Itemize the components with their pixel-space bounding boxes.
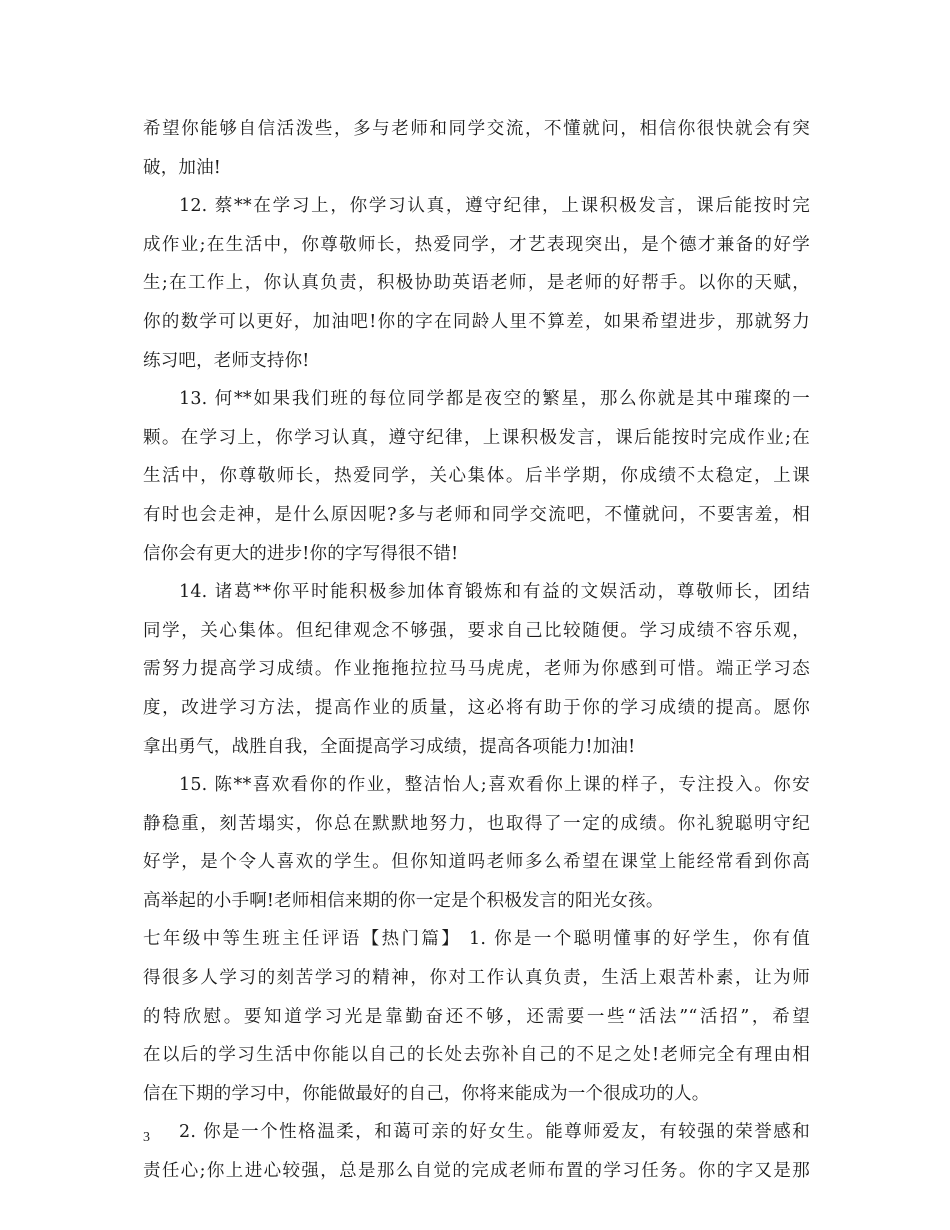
text-line: 14. 诸葛**你平时能积极参加体育锻炼和有益的文娱活动，尊敬师长，团结 bbox=[179, 582, 810, 603]
text-line: 颗。在学习上，你学习认真，遵守纪律，上课积极发言，课后能按时完成作业;在 bbox=[143, 427, 810, 448]
text-line: 破，加油! bbox=[143, 157, 222, 178]
text-line: 在以后的学习生活中你能以自己的长处去弥补自己的不足之处!老师完全有理由相 bbox=[143, 1045, 810, 1066]
text-line: 2. 你是一个性格温柔，和蔼可亲的好女生。能尊师爱友，有较强的荣誉感和 bbox=[179, 1122, 810, 1143]
text-line: 同学，关心集体。但纪律观念不够强，要求自己比较随便。学习成绩不容乐观， bbox=[143, 620, 810, 641]
text-line: 好学，是个令人喜欢的学生。但你知道吗老师多么希望在课堂上能经常看到你高 bbox=[143, 852, 810, 873]
text-line: 15. 陈**喜欢看你的作业，整洁怡人;喜欢看你上课的样子，专注投入。你安 bbox=[179, 775, 810, 796]
text-line: 需努力提高学习成绩。作业拖拖拉拉马马虎虎，老师为你感到可惜。端正学习态 bbox=[143, 659, 810, 680]
text-line: 静稳重，刻苦塌实，你总在默默地努力，也取得了一定的成绩。你礼貌聪明守纪 bbox=[143, 813, 810, 834]
text-line: 的特欣慰。要知道学习光是靠勤奋还不够，还需要一些“活法”“活招”，希望 bbox=[143, 1006, 810, 1027]
text-line: 度，改进学习方法，提高作业的质量，这必将有助于你的学习成绩的提高。愿你 bbox=[143, 697, 810, 718]
text-line: 练习吧，老师支持你! bbox=[143, 350, 310, 371]
text-line: 12. 蔡**在学习上，你学习认真，遵守纪律，上课积极发言，课后能按时完 bbox=[179, 196, 810, 217]
text-line: 成作业;在生活中，你尊敬师长，热爱同学，才艺表现突出，是个德才兼备的好学 bbox=[143, 234, 810, 255]
page-number: 3 bbox=[143, 1130, 150, 1145]
text-line: 信你会有更大的进步!你的字写得很不错! bbox=[143, 543, 459, 564]
text-line: 生;在工作上，你认真负责，积极协助英语老师，是老师的好帮手。以你的天赋， bbox=[143, 273, 810, 294]
text-line: 有时也会走神，是什么原因呢?多与老师和同学交流吧，不懂就问，不要害羞，相 bbox=[143, 504, 810, 525]
text-line: 生活中，你尊敬师长，热爱同学，关心集体。后半学期，你成绩不太稳定，上课 bbox=[143, 466, 810, 487]
document-body bbox=[143, 110, 810, 1191]
text-line: 七年级中等生班主任评语【热门篇】 1. 你是一个聪明懂事的好学生，你有值 bbox=[143, 929, 810, 950]
text-line: 拿出勇气，战胜自我，全面提高学习成绩，提高各项能力!加油! bbox=[143, 736, 636, 757]
text-line: 责任心;你上进心较强，总是那么自觉的完成老师布置的学习任务。你的字又是那 bbox=[143, 1161, 810, 1182]
text-line: 信在下期的学习中，你能做最好的自己，你将来能成为一个很成功的人。 bbox=[143, 1083, 710, 1104]
text-line: 高举起的小手啊!老师相信来期的你一定是个积极发言的阳光女孩。 bbox=[143, 890, 664, 911]
text-line: 13. 何**如果我们班的每位同学都是夜空的繁星，那么你就是其中璀璨的一 bbox=[179, 389, 810, 410]
text-line: 你的数学可以更好，加油吧!你的字在同龄人里不算差，如果希望进步，那就努力 bbox=[143, 311, 810, 332]
text-line: 希望你能够自信活泼些，多与老师和同学交流，不懂就问，相信你很快就会有突 bbox=[143, 119, 810, 139]
text-line: 得很多人学习的刻苦学习的精神，你对工作认真负责，生活上艰苦朴素，让为师 bbox=[143, 968, 810, 989]
